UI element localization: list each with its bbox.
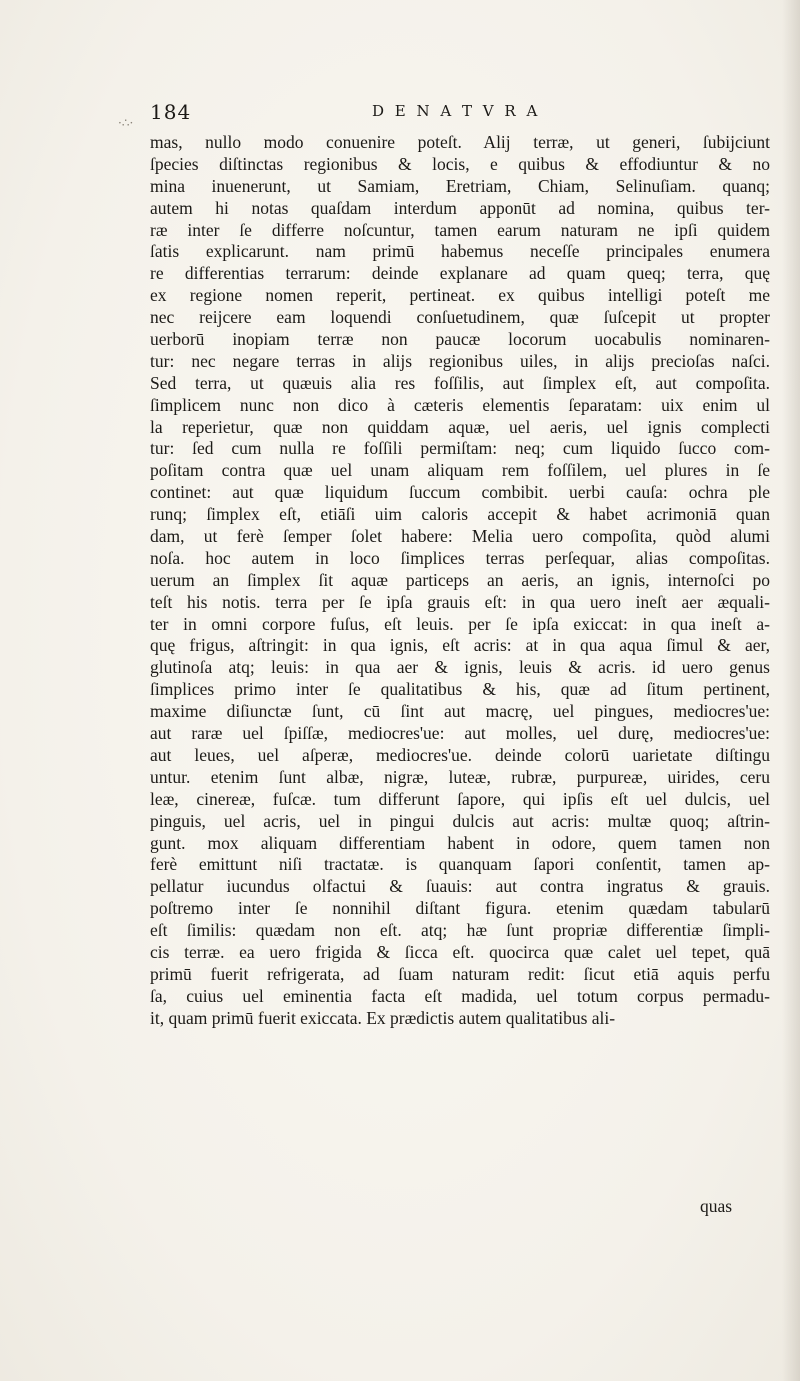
text-line: pellatur iucundus olfactui & ſuauis: aut contra ingratus & grauis. — [150, 876, 770, 897]
text-line: dam, ut ferè ſemper ſolet habere: Melia uero compoſita, quòd alumi — [150, 526, 770, 547]
text-line: continet: aut quæ liquidum ſuccum combibit. uerbi cauſa: ochra ple — [150, 482, 770, 503]
text-line: Sed terra, ut quæuis alia res foſſilis, aut ſimplex eſt, aut compoſita. — [150, 372, 770, 393]
text-line: aut raræ uel ſpiſſæ, mediocres'ue: aut molles, uel durę, mediocres'ue: — [150, 723, 770, 744]
text-line: ter in omni corpore fuſus, eſt leuis. per ſe ipſa exiccat: in qua ineſt a- — [150, 613, 770, 634]
body-text — [150, 132, 770, 1030]
text-line: leæ, cinereæ, fuſcæ. tum differunt ſapore, qui ipſis eſt uel dulcis, uel — [150, 788, 770, 809]
text-line: aut leues, uel aſperæ, mediocres'ue. deinde colorū uarietate diſtingu — [150, 744, 770, 765]
text-line: glutinoſa atq; leuis: in qua aer & ignis, leuis & acris. id uero genus — [150, 657, 770, 678]
text-line: eſt ſimilis: quædam non eſt. atq; hæ ſunt propriæ differentiæ ſimpli- — [150, 920, 770, 941]
text-line: primū fuerit refrigerata, ad ſuam naturam redit: ſicut etiā aquis perfu — [150, 963, 770, 984]
text-line: ex regione nomen reperit, pertineat. ex quibus intelligi poteſt me — [150, 285, 770, 306]
text-line: poſtremo inter ſe nonnihil diſtant figura. etenim quædam tabularū — [150, 898, 770, 919]
text-line: uerborū inopiam terræ non paucæ locorum uocabulis nominaren- — [150, 329, 770, 350]
text-line: uerum an ſimplex ſit aquæ particeps an aeris, an ignis, internoſci po — [150, 569, 770, 590]
text-line: cis terræ. ea uero frigida & ſicca eſt. quocirca quæ calet uel tepet, quā — [150, 941, 770, 962]
text-line: runq; ſimplex eſt, etiāſi uim caloris accepit & habet acrimoniā quan — [150, 504, 770, 525]
text-line: ferè emittunt niſi tractatæ. is quanquam ſapori conſentit, tamen ap- — [150, 854, 770, 875]
catchword: quas — [700, 1196, 733, 1216]
page-number: 184 — [150, 100, 192, 124]
text-line: tur: nec negare terras in alijs regionibus uiles, in alijs precioſas naſci. — [150, 350, 770, 371]
text-line: poſitam contra quæ uel unam aliquam rem foſſilem, uel plures in ſe — [150, 460, 770, 481]
text-line: teſt his notis. terra per ſe ipſa grauis eſt: in qua uero ineſt aer æquali- — [150, 591, 770, 612]
text-line: ſa, cuius uel eminentia facta eſt madida, uel totum corpus permadu- — [150, 985, 770, 1006]
text-line: la reperietur, quæ non quiddam aquæ, uel aeris, uel ignis complecti — [150, 416, 770, 437]
text-line: re differentias terrarum: deinde explanare ad quam queq; terra, quę — [150, 263, 770, 284]
text-line: quę frigus, aſtringit: in qua ignis, eſt acris: at in qua aqua ſimul & aer, — [150, 635, 770, 656]
text-line: mina inuenerunt, ut Samiam, Eretriam, Chiam, Selinuſiam. quanq; — [150, 175, 770, 196]
text-line: maxime diſiunctæ ſunt, cū ſint aut macrę, uel pingues, mediocres'ue: — [150, 701, 770, 722]
text-line: ſpecies diſtinctas regionibus & locis, e quibus & effodiuntur & no — [150, 153, 770, 174]
text-line: nec reijcere eam loquendi conſuetudinem, quæ ſuſcepit ut propter — [150, 307, 770, 328]
text-line: it, quam primū fuerit exiccata. Ex prædictis autem qualitatibus ali- — [150, 1007, 616, 1028]
page-edge-shadow — [782, 0, 800, 1381]
text-line: tur: ſed cum nulla re foſſili permiſtam: neq; cum liquido ſucco com- — [150, 438, 770, 459]
text-line: ſimplicem nunc non dico à cæteris elementis ſeparatam: uix enim ul — [150, 394, 770, 415]
running-head: D E N A T V R A — [372, 102, 541, 120]
text-line: autem hi notas quaſdam interdum apponūt ad nomina, quibus ter- — [150, 197, 770, 218]
margin-ink-mark: ·∴· — [118, 116, 134, 130]
text-line: pinguis, uel acris, uel in pingui dulcis aut acris: multæ quoq; aſtrin- — [150, 810, 770, 831]
text-line: gunt. mox aliquam differentiam habent in odore, quem tamen non — [150, 832, 770, 853]
text-line: ſimplices primo inter ſe qualitatibus & his, quæ ad ſitum pertinent, — [150, 679, 770, 700]
text-line: untur. etenim ſunt albæ, nigræ, luteæ, rubræ, purpureæ, uirides, ceru — [150, 766, 770, 787]
text-line: ræ inter ſe differre noſcuntur, tamen earum naturam ne ipſi quidem — [150, 219, 770, 240]
page-header — [150, 100, 670, 126]
text-line: noſa. hoc autem in loco ſimplices terras perſequar, alias compoſitas. — [150, 547, 770, 568]
text-line: ſatis explicarunt. nam primū habemus neceſſe principales enumera — [150, 241, 770, 262]
text-line: mas, nullo modo conuenire poteſt. Alij terræ, ut generi, ſubijciunt — [150, 132, 770, 152]
